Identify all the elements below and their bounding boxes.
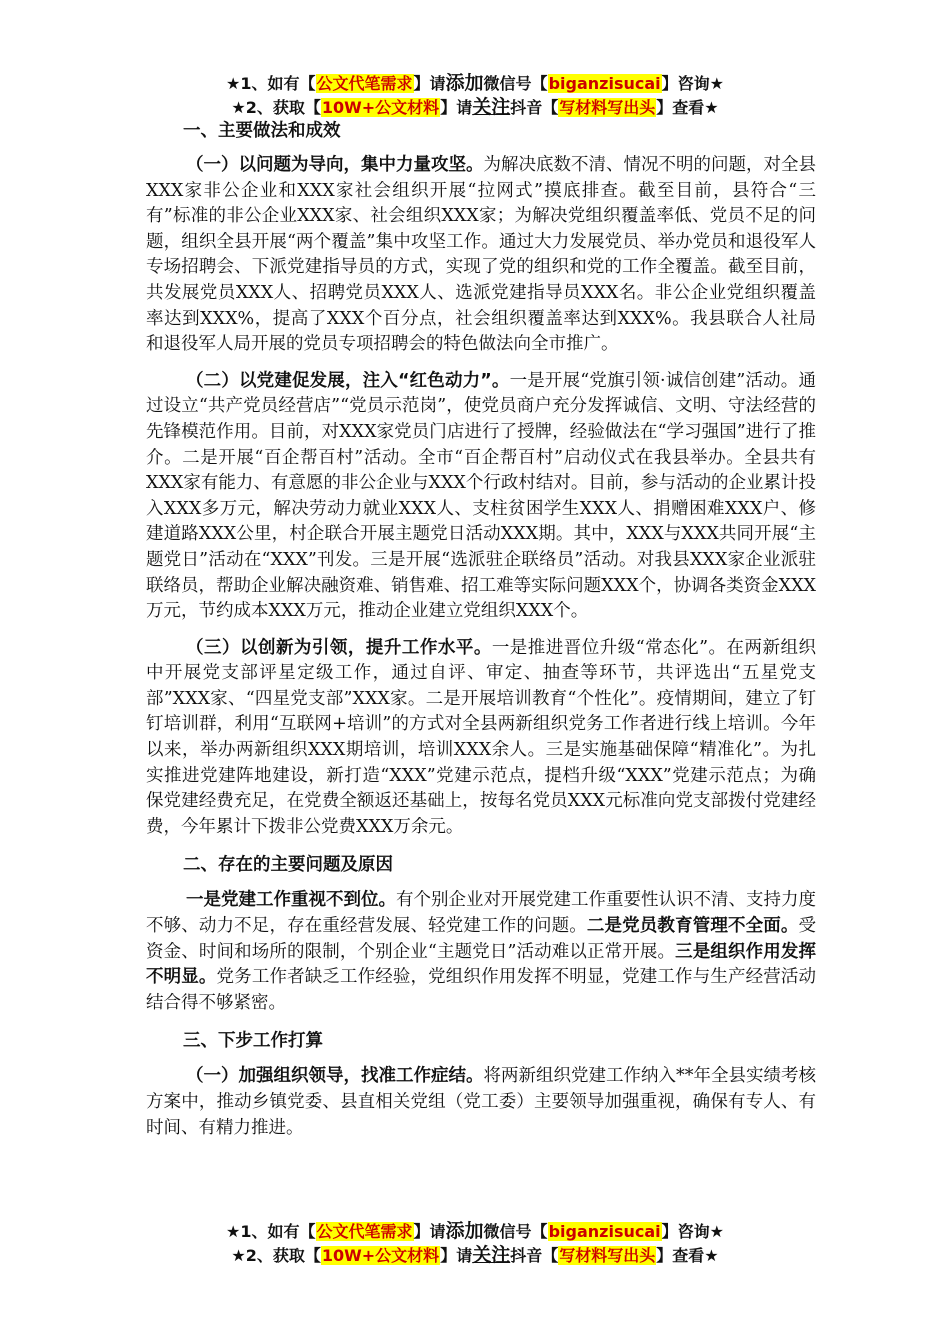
paragraph-text: 受资金、时间和场所的限制，个别企业“主题党日”活动难以正常开展。	[146, 916, 817, 962]
top-banner	[0, 71, 950, 119]
paragraph	[146, 369, 816, 625]
paragraph-text: 党务工作者缺乏工作经验，党组织作用发挥不明显，党建工作与生产经营活动结合得不够紧密。	[146, 967, 817, 1013]
paragraph-text: 一是推进晋位升级“常态化”。在两新组织中开展党支部评星定级工作，通过自评、审定、抽查等环节，共评选出“五星党支部”XXX家、“四星党支部”XXX家。二是开展培训教育“个性化”。疫情期间，建立了钉钉培训群，利用“互联网+培训”的方式对全县两新组织党务工作者进行线上培训。今年以来，举办两新组织XXX期培训，培训XXX余人。三是实施基础保障“精准化”。为扎实推进党建阵地建设，新打造“XXX”党建示范点，提档升级“XXX”党建示范点；为确保党建经费充足，在党费全额返还基础上，按每名党员XXX元标准向党支部拨付党建经费，今年累计下拨非公党费XXX万余元。	[146, 637, 816, 837]
banner-emphasis: 添加	[445, 72, 484, 94]
paragraph	[146, 1064, 816, 1141]
banner-text: 微信号【	[483, 74, 548, 93]
paragraph-text: 有个别企业对开展党建工作重要性认识不清、支持力度不够、动力不足，存在重经营发展、轻党建工作的问题。	[146, 890, 816, 937]
banner-line-2	[0, 1243, 950, 1267]
document-body	[146, 118, 816, 1141]
banner-text: 】查看★	[656, 98, 719, 117]
section-heading: 三、下步工作打算	[183, 1031, 323, 1052]
banner-text: 】请	[440, 1246, 473, 1265]
paragraph	[146, 153, 816, 358]
banner-text: ★1、如有【	[226, 1222, 316, 1241]
banner-text: 】咨询★	[661, 74, 724, 93]
paragraph	[146, 636, 816, 841]
banner-text: 】请	[413, 1222, 446, 1241]
banner-emphasis: 关注	[472, 96, 511, 118]
banner-line-2	[0, 95, 950, 119]
section-heading: 二、存在的主要问题及原因	[183, 855, 393, 876]
banner-text: 抖音【	[510, 98, 559, 117]
banner-text: ★1、如有【	[226, 74, 316, 93]
banner-highlight: 公文代笔需求	[316, 74, 413, 93]
bottom-banner	[0, 1219, 950, 1267]
banner-highlight: 写材料写出头	[559, 1246, 656, 1265]
paragraph-lead: （二）以党建促发展，注入“红色动力”。	[186, 370, 510, 391]
banner-emphasis: 关注	[472, 1244, 511, 1266]
paragraph-lead: （一）以问题为导向，集中力量攻坚。	[186, 155, 484, 175]
banner-text: ★2、获取【	[231, 1246, 321, 1265]
paragraph	[146, 888, 816, 1016]
paragraph-text: 为解决底数不清、情况不明的问题，对全县XXX家非公企业和XXX家社会组织开展“拉网式”摸底排查。截至目前，县符合“三有”标准的非公企业XXX家、社会组织XXX家；为解决党组织覆盖率低、党员不足的问题，组织全县开展“两个覆盖”集中攻坚工作。通过大力发展党员、举办党员和退役军人专场招聘会、下派党建指导员的方式，实现了党的组织和党的工作全覆盖。截至目前，共发展党员XXX人、招聘党员XXX人、选派党建指导员XXX名。非公企业党组织覆盖率达到XXX%，提高了XXX个百分点，社会组织覆盖率达到XXX%。我县联合人社局和退役军人局开展的党员专项招聘会的特色做法向全市推广。	[146, 155, 816, 355]
paragraph-lead: （三）以创新为引领，提升工作水平。	[186, 637, 492, 658]
section-heading: 一、主要做法和成效	[183, 121, 341, 141]
banner-highlight: 10W+公文材料	[321, 1246, 440, 1265]
paragraph-lead: 一是党建工作重视不到位。	[186, 890, 396, 911]
paragraph-text: 一是开展“党旗引领·诚信创建”活动。通过设立“共产党员经营店”“党员示范岗”，使党员商户充分发挥诚信、文明、守法经营的先锋模范作用。目前，对XXX家党员门店进行了授牌，经验做法在“学习强国”进行了推介。二是开展“百企帮百村”活动。全市“百企帮百村”启动仪式在我县举办。全县共有XXX家有能力、有意愿的非公企业与XXX个行政村结对。目前，参与活动的企业累计投入XXX多万元，解决劳动力就业XXX人、支柱贫困学生XXX人、捐赠困难XXX户、修建道路XXX公里，村企联合开展主题党日活动XXX期。其中，XXX与XXX共同开展“主题党日”活动在“XXX”刊发。三是开展“选派驻企联络员”活动。对我县XXX家企业派驻联络员，帮助企业解决融资难、销售难、招工难等实际问题XXX个，协调各类资金XXX万元，节约成本XXX万元，推动企业建立党组织XXX个。	[146, 370, 816, 622]
banner-line-1	[0, 71, 950, 95]
banner-text: ★2、获取【	[231, 98, 321, 117]
banner-text: 抖音【	[510, 1246, 559, 1265]
paragraph-lead: 三是组织作用发挥不明显。	[146, 941, 816, 988]
banner-highlight: 写材料写出头	[559, 98, 656, 117]
paragraph-text: 将两新组织党建工作纳入**年全县实绩考核方案中，推动乡镇党委、县直相关党组（党工委）主要领导加强重视，确保有专人、有时间、有精力推进。	[146, 1066, 816, 1138]
banner-emphasis: 添加	[445, 1220, 484, 1242]
banner-text: 】查看★	[656, 1246, 719, 1265]
banner-text: 】咨询★	[661, 1222, 724, 1241]
banner-highlight: 公文代笔需求	[316, 1222, 413, 1241]
banner-highlight: 10W+公文材料	[321, 98, 440, 117]
paragraph-lead: （一）加强组织领导，找准工作症结。	[186, 1066, 484, 1087]
banner-line-1	[0, 1219, 950, 1243]
banner-text: 】请	[440, 98, 473, 117]
banner-text: 】请	[413, 74, 446, 93]
banner-highlight: biganzisucai	[548, 74, 661, 93]
banner-highlight: biganzisucai	[548, 1222, 661, 1241]
banner-text: 微信号【	[483, 1222, 548, 1241]
paragraph-lead: 二是党员教育管理不全面。	[586, 916, 799, 937]
